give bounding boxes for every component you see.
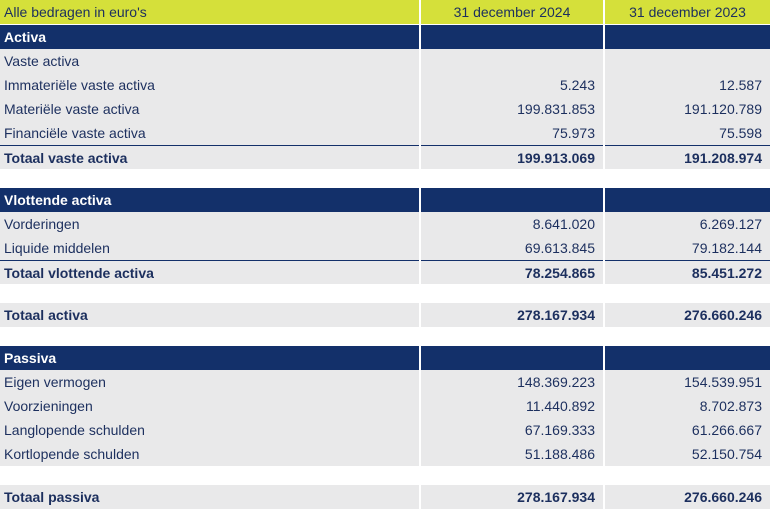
table-row [0,394,770,418]
subsection-title: Vaste activa [0,49,419,73]
total-label: Totaal vlottende activa [0,260,419,284]
value-2023: 12.587 [605,73,770,97]
section-title: Vlottende activa [0,188,419,212]
value-2023: 154.539.951 [605,370,770,394]
row-label: Langlopende schulden [0,418,419,442]
table-row [0,97,770,121]
value-2023: 52.150.754 [605,442,770,466]
section-title: Activa [0,25,419,49]
header-col-2023: 31 december 2023 [605,0,770,24]
value-2024: 5.243 [421,73,603,97]
row-label: Voorzieningen [0,394,419,418]
table-row [0,418,770,442]
header-col-2024: 31 december 2024 [421,0,603,24]
total-2024: 199.913.069 [421,145,603,169]
value-2023: 75.598 [605,121,770,145]
total-activa-row [0,303,770,327]
total-2024: 78.254.865 [421,260,603,284]
total-2023: 85.451.272 [605,260,770,284]
section-passiva [0,346,770,370]
value-2023: 61.266.667 [605,418,770,442]
table-row [0,121,770,145]
total-2023: 191.208.974 [605,145,770,169]
section-title: Passiva [0,346,419,370]
table-row [0,236,770,260]
value-2023: 79.182.144 [605,236,770,260]
value-2024: 148.369.223 [421,370,603,394]
table-row [0,442,770,466]
total-row [0,260,770,284]
value-2024: 8.641.020 [421,212,603,236]
table-header [0,0,770,24]
row-label: Financiële vaste activa [0,121,419,145]
row-label: Materiële vaste activa [0,97,419,121]
table-row [0,212,770,236]
value-2023: 191.120.789 [605,97,770,121]
value-2024: 11.440.892 [421,394,603,418]
total-label: Totaal activa [0,303,419,327]
total-passiva-row [0,485,770,509]
total-row [0,145,770,169]
row-label: Immateriële vaste activa [0,73,419,97]
table-row [0,73,770,97]
header-label: Alle bedragen in euro's [0,0,419,24]
section-vlottende-activa [0,188,770,212]
total-2024: 278.167.934 [421,303,603,327]
row-label: Kortlopende schulden [0,442,419,466]
value-2024: 67.169.333 [421,418,603,442]
value-2024: 69.613.845 [421,236,603,260]
total-2023: 276.660.246 [605,303,770,327]
value-2024: 51.188.486 [421,442,603,466]
row-label: Liquide middelen [0,236,419,260]
value-2023: 6.269.127 [605,212,770,236]
value-2023: 8.702.873 [605,394,770,418]
table-row [0,370,770,394]
total-2023: 276.660.246 [605,485,770,509]
total-2024: 278.167.934 [421,485,603,509]
value-2024: 75.973 [421,121,603,145]
total-label: Totaal passiva [0,485,419,509]
section-activa [0,25,770,49]
row-label: Eigen vermogen [0,370,419,394]
row-label: Vorderingen [0,212,419,236]
value-2024: 199.831.853 [421,97,603,121]
total-label: Totaal vaste activa [0,145,419,169]
subsection-vaste-activa [0,49,770,73]
